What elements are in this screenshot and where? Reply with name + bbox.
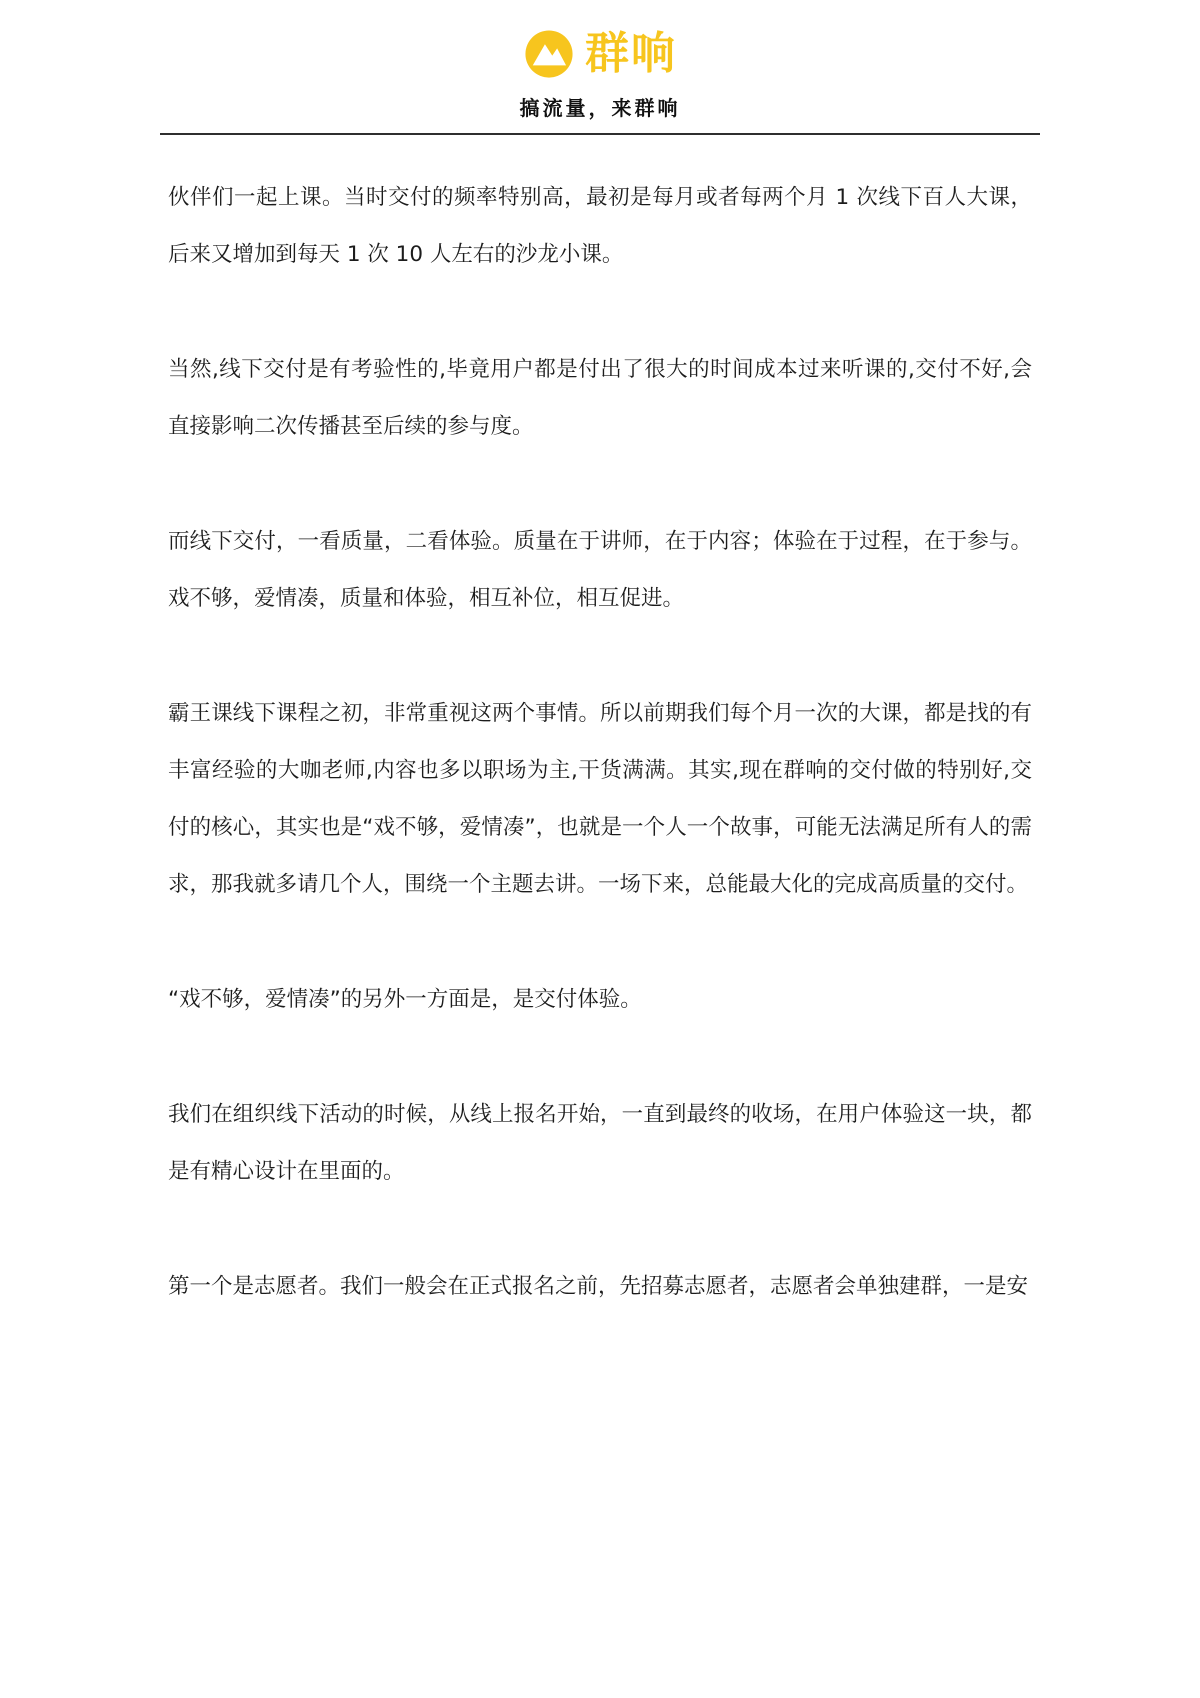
brand <box>0 26 1200 82</box>
paragraph: 霸王课线下课程之初，非常重视这两个事情。所以前期我们每个月一次的大课，都是找的有丰富经验的大咖老师,内容也多以职场为主,干货满满。其实,现在群响的交付做的特别好,交付的核心，其实也是“戏不够，爱情凑”，也就是一个人一个故事，可能无法满足所有人的需求，那我就多请几个人，围绕一个主题去讲。一场下来，总能最大化的完成高质量的交付。 <box>168 701 1032 897</box>
paragraph: 我们在组织线下活动的时候，从线上报名开始，一直到最终的收场，在用户体验这一块，都是有精心设计在里面的。 <box>168 1102 1032 1184</box>
article-body <box>168 135 1032 1315</box>
page-header <box>0 0 1200 135</box>
paragraph: 第一个是志愿者。我们一般会在正式报名之前，先招募志愿者，志愿者会单独建群，一是安 <box>168 1274 1029 1299</box>
brand-tagline: 搞流量，来群响 <box>519 96 681 120</box>
paragraph: 伙伴们一起上课。当时交付的频率特别高，最初是每月或者每两个月 1 次线下百人大课，后来又增加到每天 1 次 10 人左右的沙龙小课。 <box>168 185 1032 267</box>
brand-name: 群响 <box>585 28 677 79</box>
paragraph: “戏不够，爱情凑”的另外一方面是，是交付体验。 <box>168 987 642 1012</box>
paragraph: 当然,线下交付是有考验性的,毕竟用户都是付出了很大的时间成本过来听课的,交付不好,会直接影响二次传播甚至后续的参与度。 <box>168 357 1032 439</box>
paragraph: 而线下交付，一看质量，二看体验。质量在于讲师，在于内容；体验在于过程，在于参与。戏不够，爱情凑，质量和体验，相互补位，相互促进。 <box>168 529 1032 611</box>
mountain-logo-icon <box>523 28 575 80</box>
